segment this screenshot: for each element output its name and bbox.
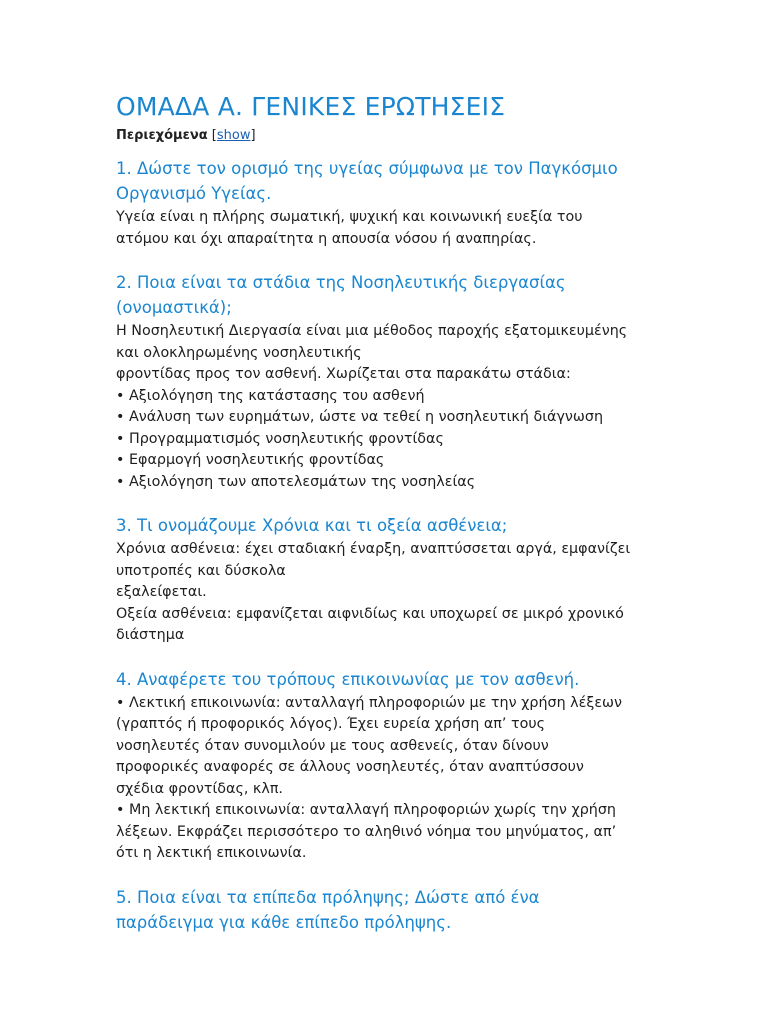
page-title: ΟΜΑΔΑ Α. ΓΕΝΙΚΕΣ ΕΡΩΤΗΣΕΙΣ xyxy=(116,92,506,121)
question-heading xyxy=(116,156,656,206)
questions-list xyxy=(116,156,656,935)
question-line: 4. Αναφέρετε του τρόπους επικοινωνίας με τον ασθενή. xyxy=(116,669,580,689)
answer-text xyxy=(116,693,656,865)
question-line: 3. Τι ονομάζουμε Χρόνια και τι οξεία ασθένεια; xyxy=(116,516,508,535)
answer-line: • Προγραμματισμός νοσηλευτικής φροντίδας xyxy=(116,430,444,447)
question-section xyxy=(116,885,656,935)
answer-line: προφορικές αναφορές σε άλλους νοσηλευτές, όταν αναπτύσσουν xyxy=(116,759,584,775)
answer-line: διάστημα xyxy=(116,627,185,643)
answer-line: φροντίδας προς τον ασθενή. Χωρίζεται στα παρακάτω στάδια: xyxy=(116,366,571,382)
answer-line: υποτροπές και δύσκολα xyxy=(116,562,286,579)
toc-close-bracket: ] xyxy=(250,128,256,143)
toc-open-bracket: [ xyxy=(211,128,217,143)
answer-line: και ολοκληρωμένης νοσηλευτικής xyxy=(116,344,362,361)
answer-text xyxy=(116,207,656,250)
toc-label: Περιεχόμενα xyxy=(116,128,208,143)
document-page xyxy=(116,88,656,955)
answer-line: λέξεων. Εκφράζει περισσότερο το αληθινό νόημα του μηνύματος, απ’ xyxy=(116,823,617,840)
answer-text xyxy=(116,539,656,647)
question-heading xyxy=(116,270,656,320)
question-heading xyxy=(116,513,656,538)
answer-line: Οξεία ασθένεια: εμφανίζεται αιφνιδίως και υποχωρεί σε μικρό χρονικό xyxy=(116,605,624,622)
answer-line: • Ανάλυση των ευρημάτων, ώστε να τεθεί η νοσηλευτική διάγνωση xyxy=(116,409,604,425)
answer-line: νοσηλευτές όταν συνομιλούν με τους ασθενείς, όταν δίνουν xyxy=(116,737,549,754)
answer-line: Η Νοσηλευτική Διεργασία είναι μια μέθοδος παροχής εξατομικευμένης xyxy=(116,323,628,339)
answer-line: ατόμου και όχι απαραίτητα η απουσία νόσου ή αναπηρίας. xyxy=(116,230,537,247)
answer-line: ότι η λεκτική επικοινωνία. xyxy=(116,845,307,861)
question-section xyxy=(116,667,656,865)
answer-line: • Αξιολόγηση των αποτελεσμάτων της νοσηλείας xyxy=(116,473,476,490)
question-line: 5. Ποια είναι τα επίπεδα πρόληψης; Δώστε από ένα xyxy=(116,887,540,907)
question-line: 2. Ποια είναι τα στάδια της Νοσηλευτικής διεργασίας xyxy=(116,273,566,292)
question-heading xyxy=(116,667,656,692)
question-line: 1. Δώστε τον ορισμό της υγείας σύμφωνα με τον Παγκόσμιο xyxy=(116,159,618,178)
question-section xyxy=(116,270,656,493)
table-of-contents xyxy=(116,126,656,146)
answer-line: • Λεκτική επικοινωνία: ανταλλαγή πληροφοριών με την χρήση λέξεων xyxy=(116,694,623,711)
answer-line: (γραπτός ή προφορικός λόγος). Έχει ευρεία χρήση απ’ τους xyxy=(116,716,545,732)
answer-line: • Μη λεκτική επικοινωνία: ανταλλαγή πληροφοριών χωρίς την χρήση xyxy=(116,802,616,818)
question-section xyxy=(116,156,656,250)
question-heading xyxy=(116,885,656,935)
answer-text xyxy=(116,321,656,493)
answer-line: • Αξιολόγηση της κατάστασης του ασθενή xyxy=(116,387,425,404)
question-section xyxy=(116,513,656,647)
answer-line: εξαλείφεται. xyxy=(116,584,207,600)
answer-line: σχέδια φροντίδας, κλπ. xyxy=(116,780,283,797)
question-line: παράδειγμα για κάθε επίπεδο πρόληψης. xyxy=(116,912,452,932)
answer-line: Υγεία είναι η πλήρης σωματική, ψυχική και κοινωνική ευεξία του xyxy=(116,209,583,225)
question-line: Οργανισμό Υγείας. xyxy=(116,184,272,203)
question-line: (ονομαστικά); xyxy=(116,298,232,317)
answer-line: • Εφαρμογή νοσηλευτικής φροντίδας xyxy=(116,452,385,468)
answer-line: Χρόνια ασθένεια: έχει σταδιακή έναρξη, αναπτύσσεται αργά, εμφανίζει xyxy=(116,541,631,557)
toc-show-link[interactable]: show xyxy=(216,128,251,143)
